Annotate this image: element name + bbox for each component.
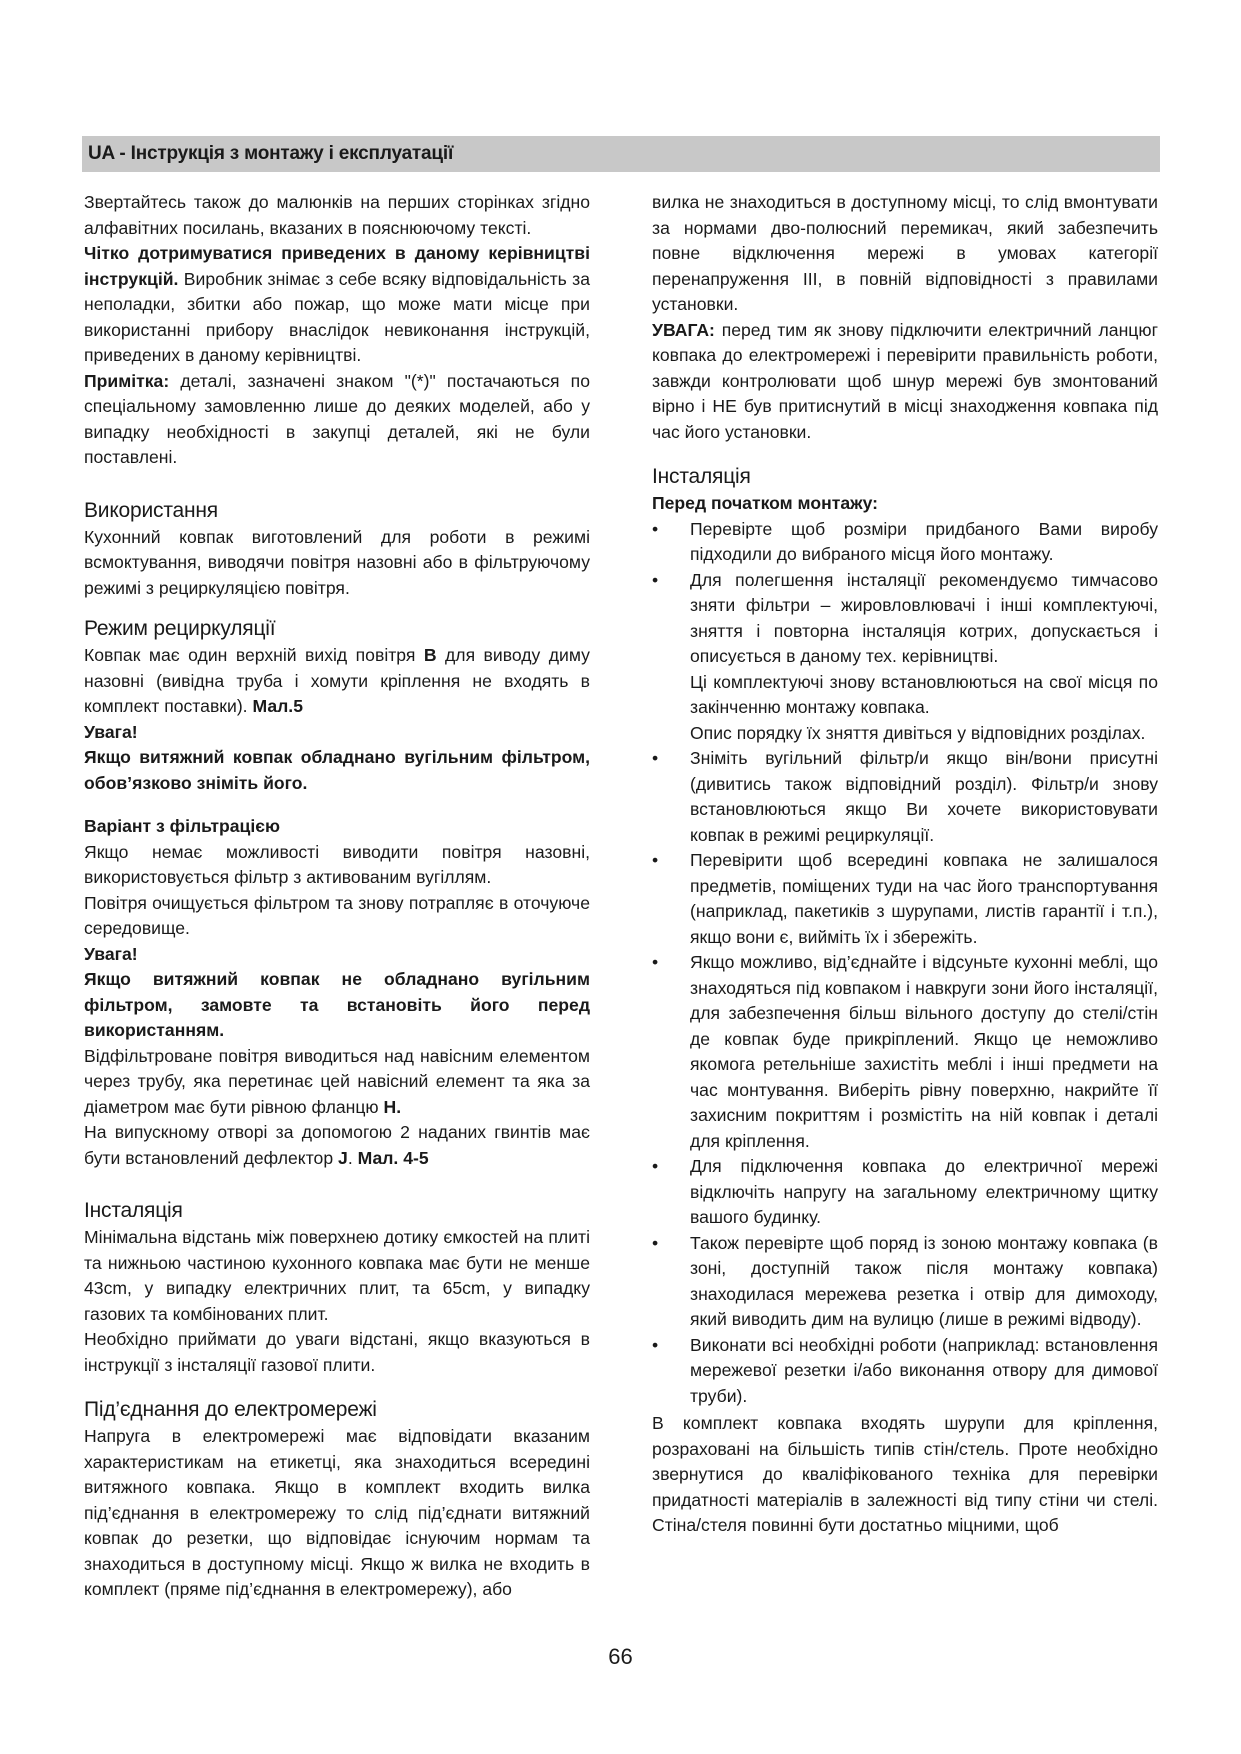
recirc-text-c: для виводу диму назовні (вивідна труба і хомути кріплення не входять в комплект поставки). [84, 645, 590, 716]
filtered-air-paragraph [84, 1044, 590, 1121]
checklist-item-text: Виконати всі необхідні роботи (наприклад: встановлення мережевої резетки і/або виконання отвору для димової труби). [690, 1334, 1158, 1406]
checklist-item [652, 568, 1158, 747]
filtered-air-text: Відфільтроване повітря виводиться над навісним елементом через трубу, яка перетинає цей навісний елемент та яка за діаметром має бути рівною фланцю [84, 1045, 590, 1117]
page-number: 66 [608, 1644, 633, 1669]
caution-label: УВАГА: [652, 319, 715, 340]
caution-text: перед тим як знову підключити електричний ланцюг ковпака до електромережі і перевірити правильність роботи, завжди контролювати щоб шнур мережі був змонтований вірно і НЕ був притиснутий в місці знаходження ковпака під час його установки. [652, 319, 1158, 442]
checklist-item [652, 950, 1158, 1154]
instructions-text: Виробник знімає з себе всяку відповідальність за неполадки, збитки або пожар, що може мати місце при використанні прибору внаслідок невиконання інструкцій, приведених в даному керівництві. [84, 268, 590, 365]
note-text: деталі, зазначені знаком "(*)" постачаються по спеціальному замовленню лише до деяких моделей, або у випадку необхідності в закупці деталей, які не були поставлені. [84, 370, 590, 467]
warning-label-2: Увага! [84, 943, 138, 964]
checklist-item-text: Опис порядку їх зняття дивіться у відповідних розділах. [690, 722, 1146, 743]
recirculation-paragraph [84, 643, 590, 720]
bullet-mark: • [652, 748, 659, 768]
installation-paragraph-1: Мінімальна відстань між поверхнею дотику ємкостей на плиті та нижньою частиною кухонного ковпака має бути не менше 43cm, у випадку електричних плит, та 65cm, у випадку газових та комбінованих плит. [84, 1227, 590, 1324]
electric-paragraph: Напруга в електромережі має відповідати вказаним характеристикам на етикетці, яка знаходиться всередині витяжного ковпака. Якщо в комплект входить вилка під’єднання в електромережу то слід під’єднати витяжний ковпак до резетки, що відповідає існуючим нормам та знаходиться в доступному місці. Якщо ж вилка не входить в комплект (пряме під’єднання в електромережу), або [84, 1426, 590, 1599]
section-title: UA - Інструкція з монтажу і експлуатації [88, 143, 454, 164]
left-column [84, 190, 590, 1603]
warning-label-1: Увага! [84, 721, 138, 742]
instructions-paragraph [84, 241, 590, 369]
bullet-mark: • [652, 1232, 659, 1253]
deflector-text: На випускному отворі за допомогою 2 наданих гвинтів має бути встановлений дефлектор [84, 1122, 590, 1168]
checklist-item-text: Ці комплектуючі знову встановлюються на свої місця по закінченню монтажу ковпака. [690, 671, 1158, 717]
caution-paragraph [652, 318, 1158, 446]
recirc-text-a: Ковпак має один верхній вихід повітря [84, 645, 424, 665]
bullet-mark: • [652, 952, 659, 972]
note-paragraph [84, 369, 590, 471]
warning-text-2: Якщо витяжний ковпак не обладнано вугільним фільтром, замовте та встановіть його перед використанням. [84, 969, 590, 1040]
usage-heading: Використання [84, 498, 218, 522]
flange-label: H. [383, 1096, 402, 1117]
figure-ref-5: Мал.5 [252, 696, 303, 716]
figure-ref-4-5: Мал. 4-5 [357, 1147, 429, 1168]
bullet-mark: • [652, 1156, 659, 1176]
checklist-item [652, 517, 1158, 568]
checklist-item-text: Якщо можливо, від’єднайте і відсуньте кухонні меблі, що знаходяться під ковпаком і навкруги зони його інсталяції, для забезпечення більш вільного доступу до стелі/стін де ковпак буде прикріплений. Якщо це неможливо якомога ретельніше захистіть меблі і інші предмети на час монтування. Виберіть рівну поверхню, накрийте її захисним покриттям і розмістіть на ній ковпак і деталі для кріплення. [690, 952, 1158, 1151]
installation-heading-right: Інсталяція [652, 465, 751, 488]
recirculation-heading: Режим рециркуляції [84, 617, 276, 640]
checklist-item [652, 1231, 1158, 1333]
checklist-item-text: Для підключення ковпака до електричної мережі відключіть напругу на загальному електричному щитку вашого будинку. [690, 1156, 1158, 1227]
usage-paragraph: Кухонний ковпак виготовлений для роботи в режимі всмоктування, виводячи повітря назовні або в фільтруючому режимі з рециркуляцією повітря. [84, 526, 590, 598]
bullet-mark: • [652, 518, 659, 539]
deflector-label: J [338, 1147, 348, 1168]
checklist-item [652, 1333, 1158, 1410]
bullet-mark: • [652, 1334, 659, 1355]
outlet-label: B [423, 645, 437, 665]
checklist-item [652, 848, 1158, 950]
filter-variant-heading: Варіант з фільтрацією [84, 816, 280, 836]
deflector-sep: . [347, 1147, 358, 1168]
switch-paragraph: вилка не знаходиться в доступному місці, то слід вмонтувати за нормами дво-полюсний перемикач, який забезпечить повне відключення мережі в умовах категорії перенапруження III, в повній відповідності з правилами установки. [652, 192, 1158, 314]
intro-paragraph: Звертайтесь також до малюнків на перших сторінках згідно алфавітних посилань, вказаних в пояснюючому тексті. [84, 192, 590, 238]
checklist-item [652, 746, 1158, 848]
installation-heading-left: Інсталяція [84, 1199, 183, 1222]
checklist-item-text: Перевірте щоб розміри придбаного Вами виробу підходили до вибраного місця його монтажу. [690, 518, 1158, 564]
section-header-bar [82, 136, 1160, 172]
warning-text-1: Якщо витяжний ковпак обладнано вугільним фільтром, обов’язково зніміть його. [84, 747, 590, 793]
installation-paragraph-2: Необхідно приймати до уваги відстані, якщо вказуються в інструкції з інсталяції газової плити. [84, 1329, 590, 1375]
before-install-heading: Перед початком монтажу: [652, 493, 879, 513]
filter-paragraph-1: Якщо немає можливості виводити повітря назовні, використовується фільтр з активованим вугіллям. [84, 841, 590, 887]
checklist-item-text: Також перевірте щоб поряд із зоною монтажу ковпака (в зоні, доступній також після монтажу ковпака) знаходилася мережева резетка і отвір для димоходу, який виводить дим на вулицю (лише в режимі відводу). [690, 1232, 1158, 1329]
screws-paragraph: В комплект ковпака входять шурупи для кріплення, розраховані на більшість типів стін/стель. Проте необхідно звернутися до кваліфікованого техніка для перевірки придатності матеріалів в залежності від типу стіни чи стелі. Стіна/стеля повинні бути достатньо міцними, щоб [652, 1413, 1158, 1535]
instructions-bold: Чітко дотримуватися приведених в даному керівництві інструкцій. [84, 243, 590, 289]
preinstall-checklist [652, 517, 1158, 1410]
deflector-paragraph [84, 1120, 590, 1171]
right-column [652, 190, 1158, 1539]
electric-heading: Під’єднання до електромережі [84, 1398, 377, 1421]
checklist-item [652, 1154, 1158, 1231]
filter-paragraph-2: Повітря очищується фільтром та знову потрапляє в оточуюче середовище. [84, 892, 590, 938]
bullet-mark: • [652, 850, 659, 870]
note-label: Примітка: [84, 370, 170, 391]
bullet-mark: • [652, 569, 659, 590]
checklist-item-text: Перевірити щоб всередині ковпака не залишалося предметів, поміщених туди на час його транспортування (наприклад, пакетиків з шурупами, листів гарантії і т.п.), якщо вони є, вийміть їх і збережіть. [690, 850, 1158, 947]
checklist-item-text: Зніміть вугільний фільтр/и якщо він/вони присутні (дивитись також відповідний розділ). Фільтр/и знову встановлюються якщо Ви хочете використовувати ковпак в режимі рециркуляції. [690, 748, 1158, 845]
checklist-item-text: Для полегшення інсталяції рекомендуємо тимчасово зняти фільтри – жировловлювачі і інші комплектуючі, зняття і повторна інсталяція котрих, допускається і описується в даному тех. керівництві. [690, 569, 1158, 666]
